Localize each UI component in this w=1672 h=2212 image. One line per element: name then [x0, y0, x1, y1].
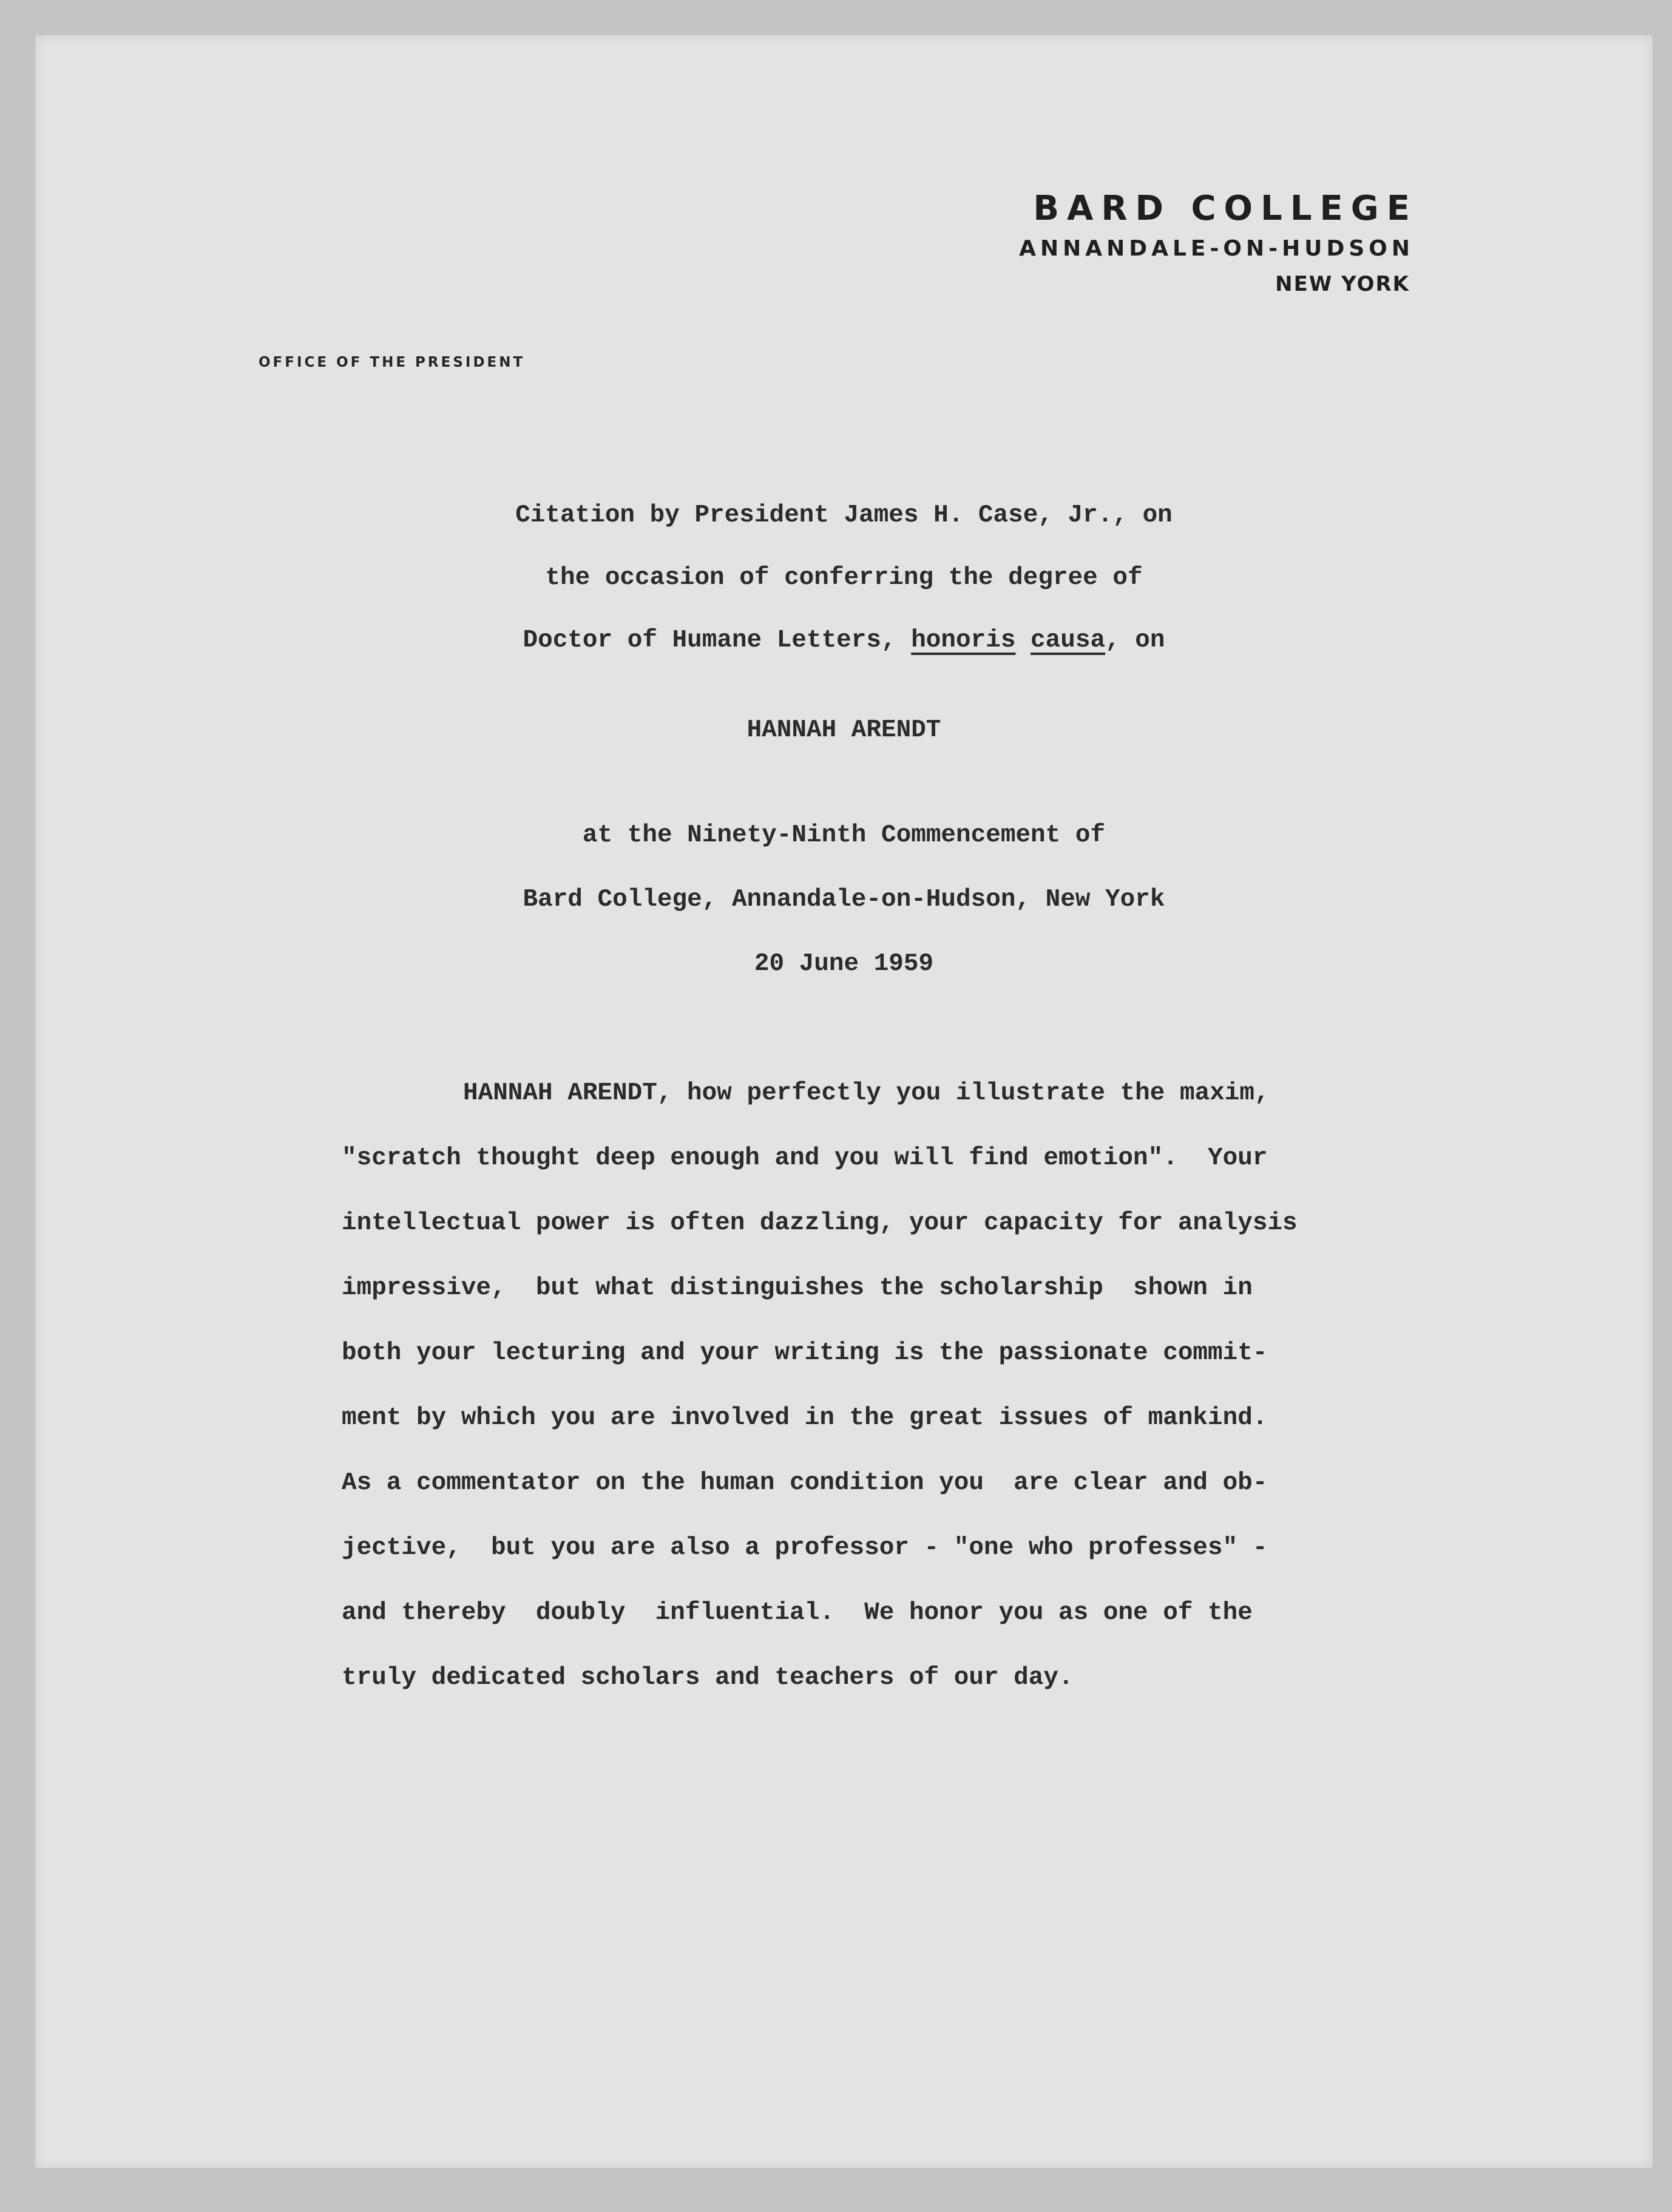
- citation-heading: [35, 484, 1653, 672]
- causa-word: causa: [1031, 626, 1106, 654]
- occasion-line-2: Bard College, Annandale-on-Hudson, New York: [523, 886, 1165, 914]
- citation-line-3: [35, 609, 1653, 672]
- body-line: intellectual power is often dazzling, your capacity for analysis: [342, 1209, 1298, 1237]
- body-line: and thereby doubly influential. We honor you as one of the: [342, 1599, 1253, 1627]
- body-line: ment by which you are involved in the great issues of mankind.: [342, 1404, 1268, 1432]
- letterhead-town: ANNANDALE-ON-HUDSON: [1019, 236, 1414, 261]
- honoree-name: HANNAH ARENDT: [746, 716, 941, 744]
- body-line: impressive, but what distinguishes the scholarship shown in: [342, 1274, 1253, 1302]
- office-of-the-president: OFFICE OF THE PRESIDENT: [259, 355, 526, 370]
- letterhead-college-name: BARD COLLEGE: [1033, 189, 1418, 228]
- citation-line-3-start: Doctor of Humane Letters,: [523, 626, 912, 654]
- occasion-date: 20 June 1959: [754, 950, 934, 978]
- body-line: HANNAH ARENDT, how perfectly you illustrate the maxim,: [463, 1079, 1270, 1107]
- body-line: both your lecturing and your writing is the passionate commit-: [342, 1339, 1268, 1367]
- letterhead-state: NEW YORK: [1275, 272, 1410, 296]
- citation-body: [342, 1061, 1386, 1711]
- letterhead: [1019, 187, 1418, 301]
- body-line: As a commentator on the human condition you are clear and ob-: [342, 1469, 1268, 1497]
- citation-line-3-end: , on: [1105, 626, 1165, 654]
- honoris-word: honoris: [911, 626, 1016, 654]
- occasion-line-1: at the Ninety-Ninth Commencement of: [582, 821, 1106, 849]
- body-line: jective, but you are also a professor - "one who professes" -: [342, 1534, 1268, 1562]
- occasion-block: [35, 803, 1653, 996]
- body-line: truly dedicated scholars and teachers of our day.: [342, 1664, 1074, 1692]
- citation-line-3-gap: [1015, 626, 1031, 654]
- letter-page: [35, 35, 1653, 2168]
- body-line: "scratch thought deep enough and you will find emotion". Your: [342, 1144, 1268, 1172]
- citation-line-1: Citation by President James H. Case, Jr., on: [515, 501, 1173, 529]
- citation-line-2: the occasion of conferring the degree of: [545, 564, 1143, 592]
